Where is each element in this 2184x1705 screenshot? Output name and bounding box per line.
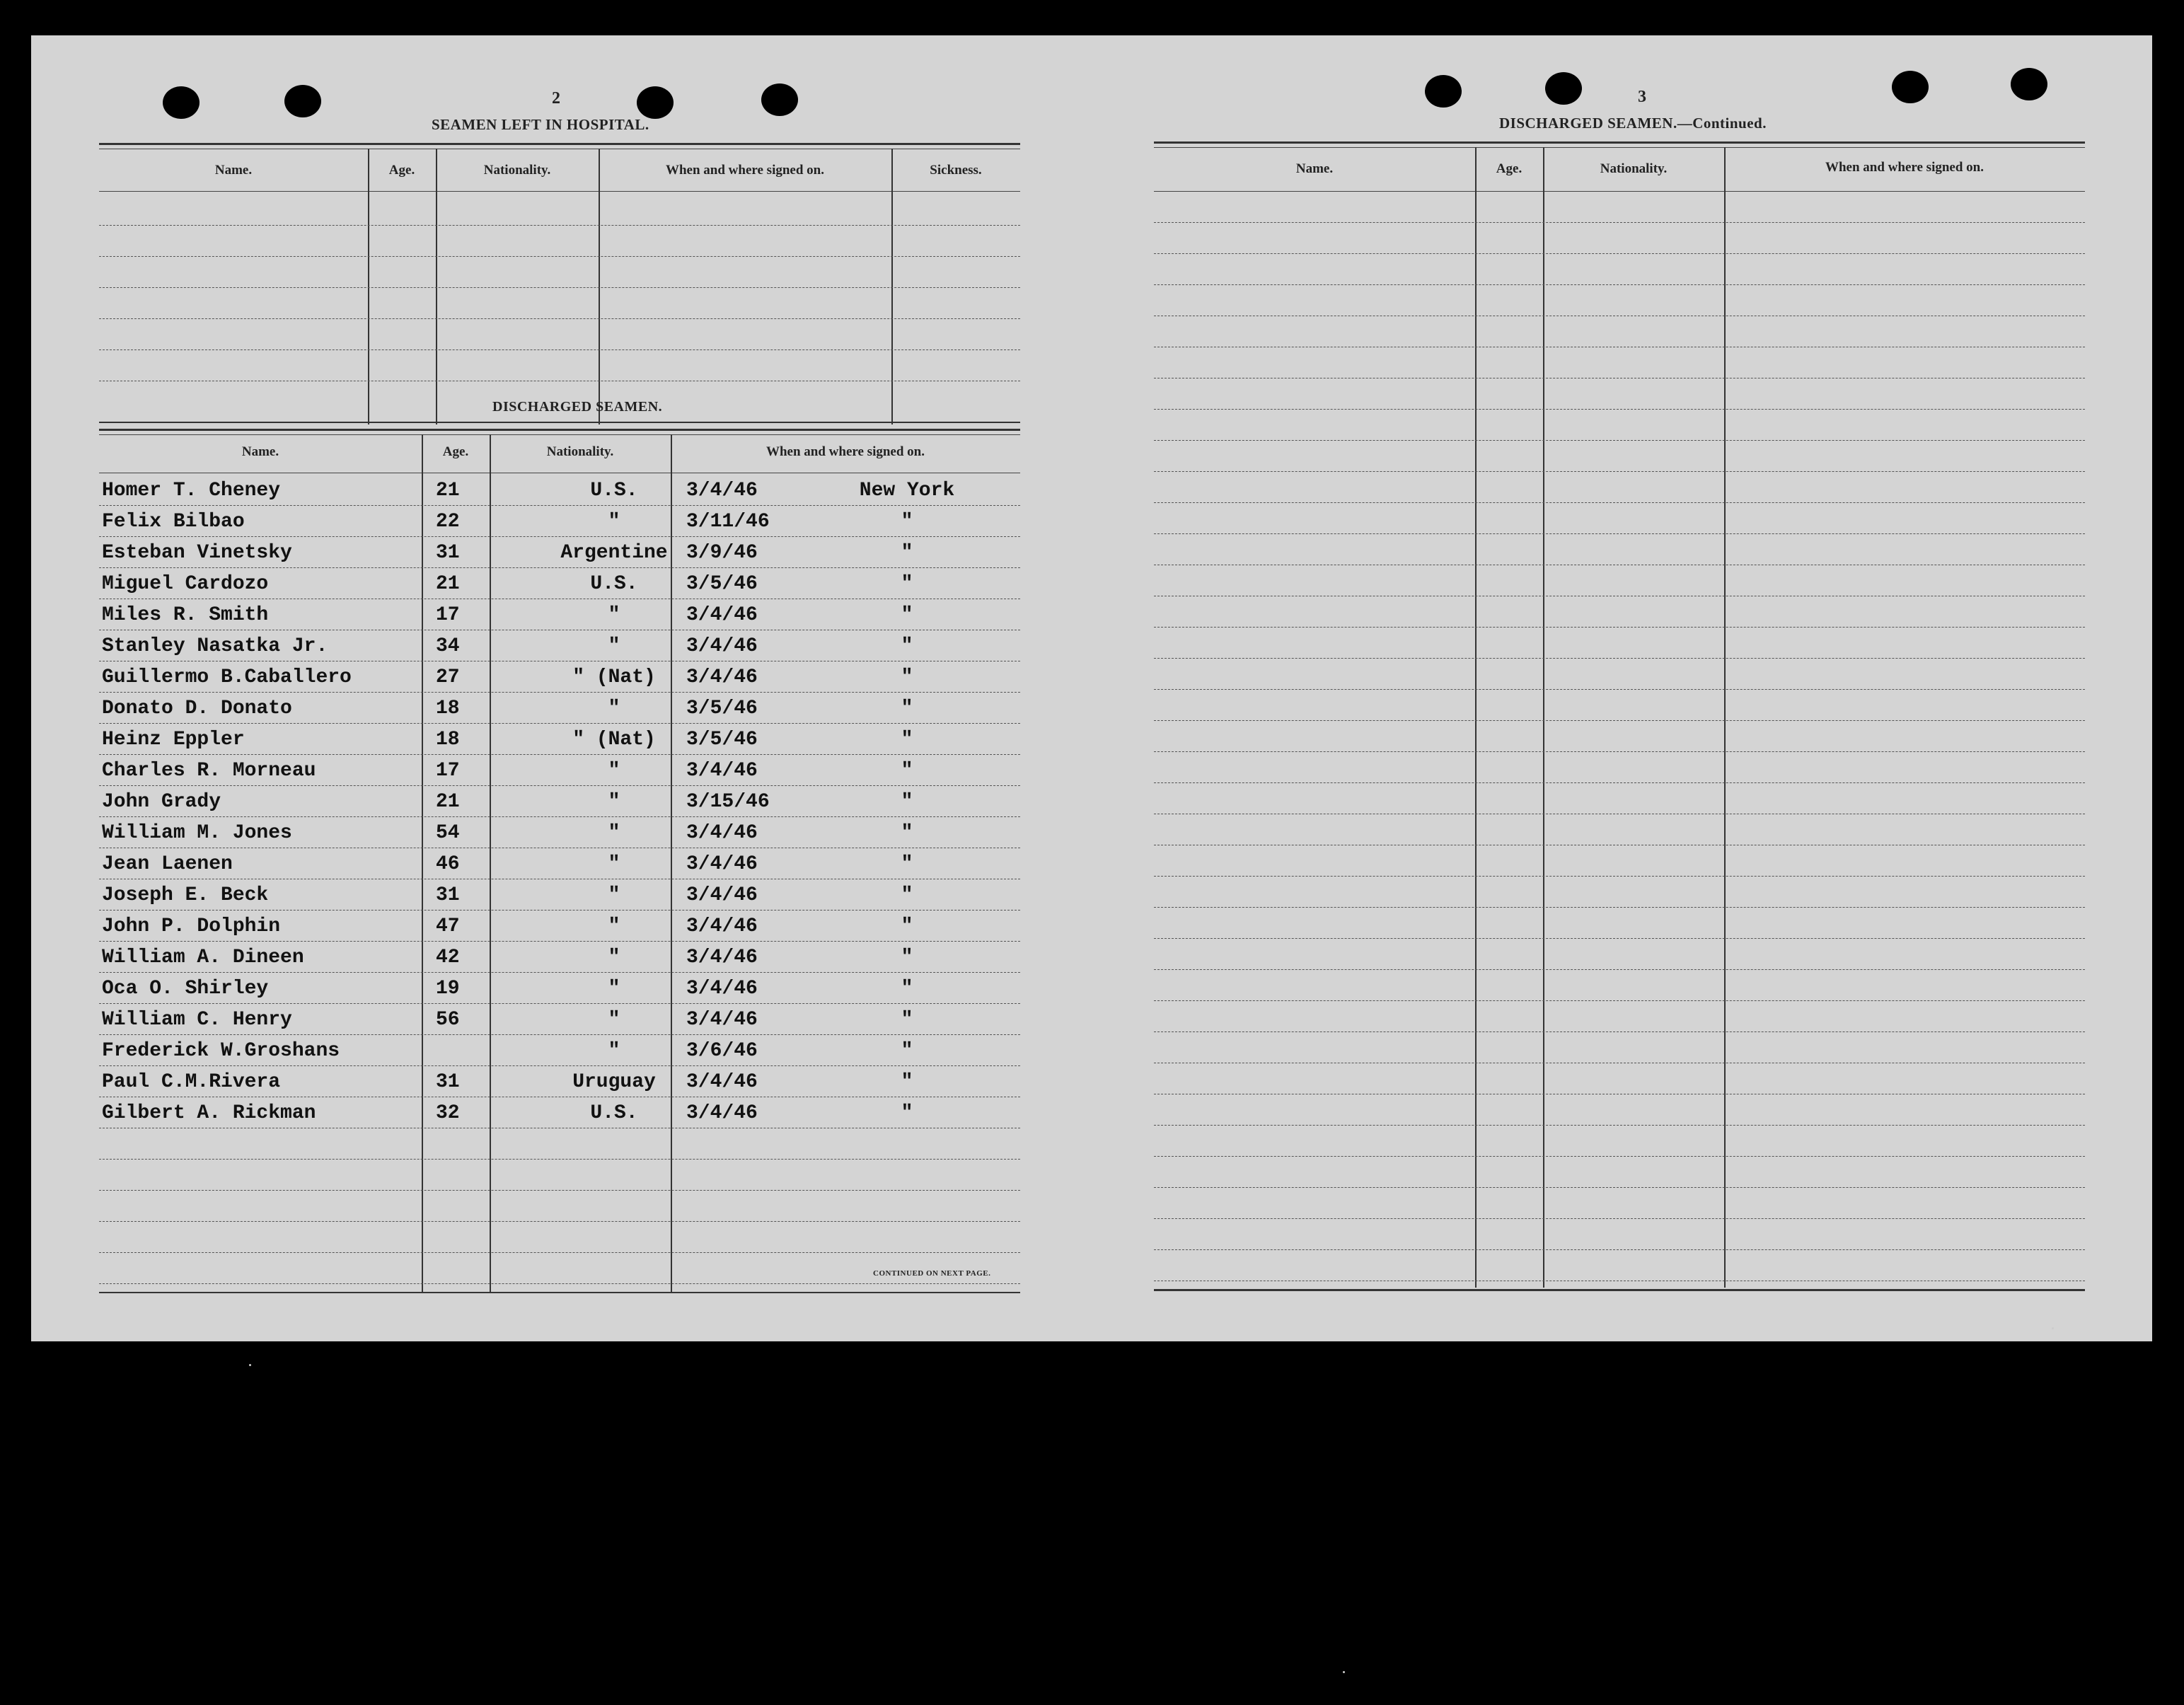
discharged-continued-title: DISCHARGED SEAMEN.—Continued. [1499,115,1767,132]
cell-nationality: " [608,947,620,969]
row-guide-line [99,1003,1020,1004]
table-row [99,849,1020,877]
table-row [99,973,1020,1002]
cell-nationality: " [608,853,620,875]
cell-date: 3/4/46 [686,915,758,937]
cell-age: 34 [436,635,460,657]
row-guide-line [99,505,1020,506]
cell-place: " [901,947,913,969]
cell-age: 32 [436,1102,460,1124]
scan-speck [2052,1327,2054,1329]
row-guide-line [1154,1187,2085,1188]
table-row [99,818,1020,846]
row-guide-line [1154,658,2085,659]
cell-place: " [901,542,913,564]
scan-speck [249,1364,251,1366]
cell-place: " [901,729,913,751]
table-row [99,942,1020,971]
cell-place: " [901,573,913,595]
cell-date: 3/4/46 [686,1102,758,1124]
hospital-header-sickness: Sickness. [930,163,982,178]
cell-name: John Grady [102,791,221,813]
cell-nationality: U.S. [590,1102,638,1124]
cell-age: 22 [436,511,460,533]
row-guide-line [1154,907,2085,908]
cell-name: John P. Dolphin [102,915,281,937]
row-guide-line [99,1221,1020,1222]
row-guide-line [99,1159,1020,1160]
cell-nationality: " [608,1009,620,1031]
cell-name: Gilbert A. Rickman [102,1102,316,1124]
cell-name: Felix Bilbao [102,511,245,533]
row-guide-line [99,723,1020,724]
cell-age: 56 [436,1009,460,1031]
cell-date: 3/4/46 [686,666,758,688]
row-guide-line [99,1283,1020,1284]
cell-place: " [901,822,913,844]
cell-age: 21 [436,573,460,595]
row-guide-line [1154,253,2085,254]
cell-nationality: " [608,822,620,844]
cell-name: William C. Henry [102,1009,292,1031]
cell-date: 3/11/46 [686,511,770,533]
table-row [99,693,1020,722]
row-guide-line [1154,938,2085,939]
continued-header-signed-on: When and where signed on. [1825,160,1984,175]
discharged-table-body [99,475,1020,1289]
left-page [99,35,1020,1295]
cell-date: 3/9/46 [686,542,758,564]
cell-place: " [901,760,913,782]
discharged-header-signed-on: When and where signed on. [765,444,925,459]
cell-date: 3/4/46 [686,480,758,502]
cell-name: Homer T. Cheney [102,480,281,502]
cell-age: 21 [436,791,460,813]
cell-place: " [901,791,913,813]
page-number: 2 [552,89,560,108]
cell-name: Paul C.M.Rivera [102,1071,281,1093]
row-guide-line [1154,1000,2085,1001]
cell-date: 3/4/46 [686,1009,758,1031]
table-row [99,1036,1020,1064]
discharged-header-name: Name. [241,444,279,459]
row-guide-line [1154,720,2085,721]
row-guide-line [1154,440,2085,441]
cell-name: Guillermo B.Caballero [102,666,352,688]
row-guide-line [99,1252,1020,1253]
row-guide-line [99,1190,1020,1191]
cell-place: " [901,604,913,626]
hospital-section-title: SEAMEN LEFT IN HOSPITAL. [432,116,649,133]
row-guide-line [1154,689,2085,690]
cell-age: 18 [436,729,460,751]
cell-name: Oca O. Shirley [102,978,269,1000]
cell-age: 47 [436,915,460,937]
hospital-header-nationality: Nationality. [483,163,551,178]
cell-nationality: " [608,760,620,782]
ledger-sheet [31,35,2152,1341]
row-guide-line [1154,471,2085,472]
row-guide-line [1154,751,2085,752]
table-row [99,1098,1020,1126]
cell-place: " [901,1071,913,1093]
cell-name: Charles R. Morneau [102,760,316,782]
cell-age: 31 [436,884,460,906]
row-guide-line [99,816,1020,817]
cell-place: New York [859,480,955,502]
cell-age: 27 [436,666,460,688]
row-guide-line [1154,782,2085,783]
table-row [99,1067,1020,1095]
cell-date: 3/4/46 [686,978,758,1000]
row-guide-line [1154,627,2085,628]
cell-place: " [901,1040,913,1062]
cell-age: 46 [436,853,460,875]
cell-name: William A. Dineen [102,947,304,969]
cell-place: " [901,1009,913,1031]
cell-place: " [901,853,913,875]
cell-date: 3/5/46 [686,698,758,719]
cell-nationality: " [608,915,620,937]
table-row [99,538,1020,566]
discharged-header-age: Age. [442,444,469,459]
table-row [99,631,1020,659]
cell-nationality: Uruguay [572,1071,656,1093]
cell-date: 3/4/46 [686,604,758,626]
table-row [99,724,1020,753]
cell-date: 3/4/46 [686,853,758,875]
hospital-header-age: Age. [388,163,415,178]
page-number: 3 [1638,88,1646,106]
row-guide-line [1154,1031,2085,1032]
table-row [99,787,1020,815]
table-row [99,756,1020,784]
row-guide-line [1154,502,2085,503]
cell-place: " [901,915,913,937]
continued-header-name: Name. [1295,161,1334,176]
cell-name: Esteban Vinetsky [102,542,292,564]
cell-age: 42 [436,947,460,969]
discharged-header-nationality: Nationality. [546,444,614,459]
table-row [99,1005,1020,1033]
cell-date: 3/4/46 [686,822,758,844]
discharged-section-title: DISCHARGED SEAMEN. [492,399,663,415]
cell-date: 3/4/46 [686,1071,758,1093]
cell-age: 54 [436,822,460,844]
cell-date: 3/15/46 [686,791,770,813]
row-guide-line [99,941,1020,942]
cell-date: 3/4/46 [686,947,758,969]
cell-place: " [901,698,913,719]
row-guide-line [1154,969,2085,970]
row-guide-line [99,972,1020,973]
row-guide-line [1154,1249,2085,1250]
cell-name: Frederick W.Groshans [102,1040,340,1062]
row-guide-line [99,692,1020,693]
cell-place: " [901,884,913,906]
cell-place: " [901,635,913,657]
row-guide-line [99,910,1020,911]
table-row [99,600,1020,628]
cell-place: " [901,666,913,688]
table-row [99,880,1020,908]
cell-name: William M. Jones [102,822,292,844]
row-guide-line [99,1065,1020,1066]
continued-note: CONTINUED ON NEXT PAGE. [873,1269,991,1278]
cell-nationality: " [608,698,620,719]
cell-name: Miles R. Smith [102,604,269,626]
cell-nationality: U.S. [590,480,638,502]
table-row [99,507,1020,535]
row-guide-line [1154,876,2085,877]
cell-nationality: " [608,604,620,626]
cell-age: 17 [436,760,460,782]
hospital-header-name: Name. [214,163,253,178]
cell-name: Jean Laenen [102,853,233,875]
hospital-header-signed-on: When and where signed on. [665,163,824,178]
cell-nationality: " [608,791,620,813]
right-page [1154,35,2085,1295]
cell-nationality: " [608,635,620,657]
continued-header-age: Age. [1496,161,1523,176]
row-guide-line [1154,1156,2085,1157]
row-guide-line [1154,1218,2085,1219]
table-row [99,662,1020,690]
row-guide-line [1154,1125,2085,1126]
cell-name: Donato D. Donato [102,698,292,719]
row-guide-line [99,567,1020,568]
continued-header-nationality: Nationality. [1600,161,1668,176]
cell-date: 3/4/46 [686,884,758,906]
cell-nationality: " [608,884,620,906]
cell-nationality: Argentine [560,542,668,564]
row-guide-line [99,536,1020,537]
table-row [99,911,1020,940]
cell-nationality: " (Nat) [572,729,656,751]
cell-name: Miguel Cardozo [102,573,269,595]
table-row [99,475,1020,504]
cell-name: Joseph E. Beck [102,884,269,906]
cell-date: 3/5/46 [686,573,758,595]
row-guide-line [1154,284,2085,285]
row-guide-line [99,754,1020,755]
cell-nationality: " [608,1040,620,1062]
cell-nationality: " [608,511,620,533]
scan-speck [1343,1671,1345,1673]
cell-age: 31 [436,1071,460,1093]
continued-table-body [1154,191,2085,1288]
cell-date: 3/4/46 [686,635,758,657]
cell-nationality: " (Nat) [572,666,656,688]
cell-name: Heinz Eppler [102,729,245,751]
cell-date: 3/5/46 [686,729,758,751]
cell-age: 31 [436,542,460,564]
row-guide-line [1154,222,2085,223]
row-guide-line [1154,533,2085,534]
cell-age: 19 [436,978,460,1000]
row-guide-line [99,1034,1020,1035]
cell-nationality: " [608,978,620,1000]
cell-place: " [901,978,913,1000]
cell-age: 21 [436,480,460,502]
table-row [99,569,1020,597]
row-guide-line [1154,409,2085,410]
row-guide-line [99,785,1020,786]
cell-name: Stanley Nasatka Jr. [102,635,328,657]
cell-age: 18 [436,698,460,719]
cell-date: 3/4/46 [686,760,758,782]
cell-nationality: U.S. [590,573,638,595]
cell-age: 17 [436,604,460,626]
cell-place: " [901,511,913,533]
cell-place: " [901,1102,913,1124]
cell-date: 3/6/46 [686,1040,758,1062]
